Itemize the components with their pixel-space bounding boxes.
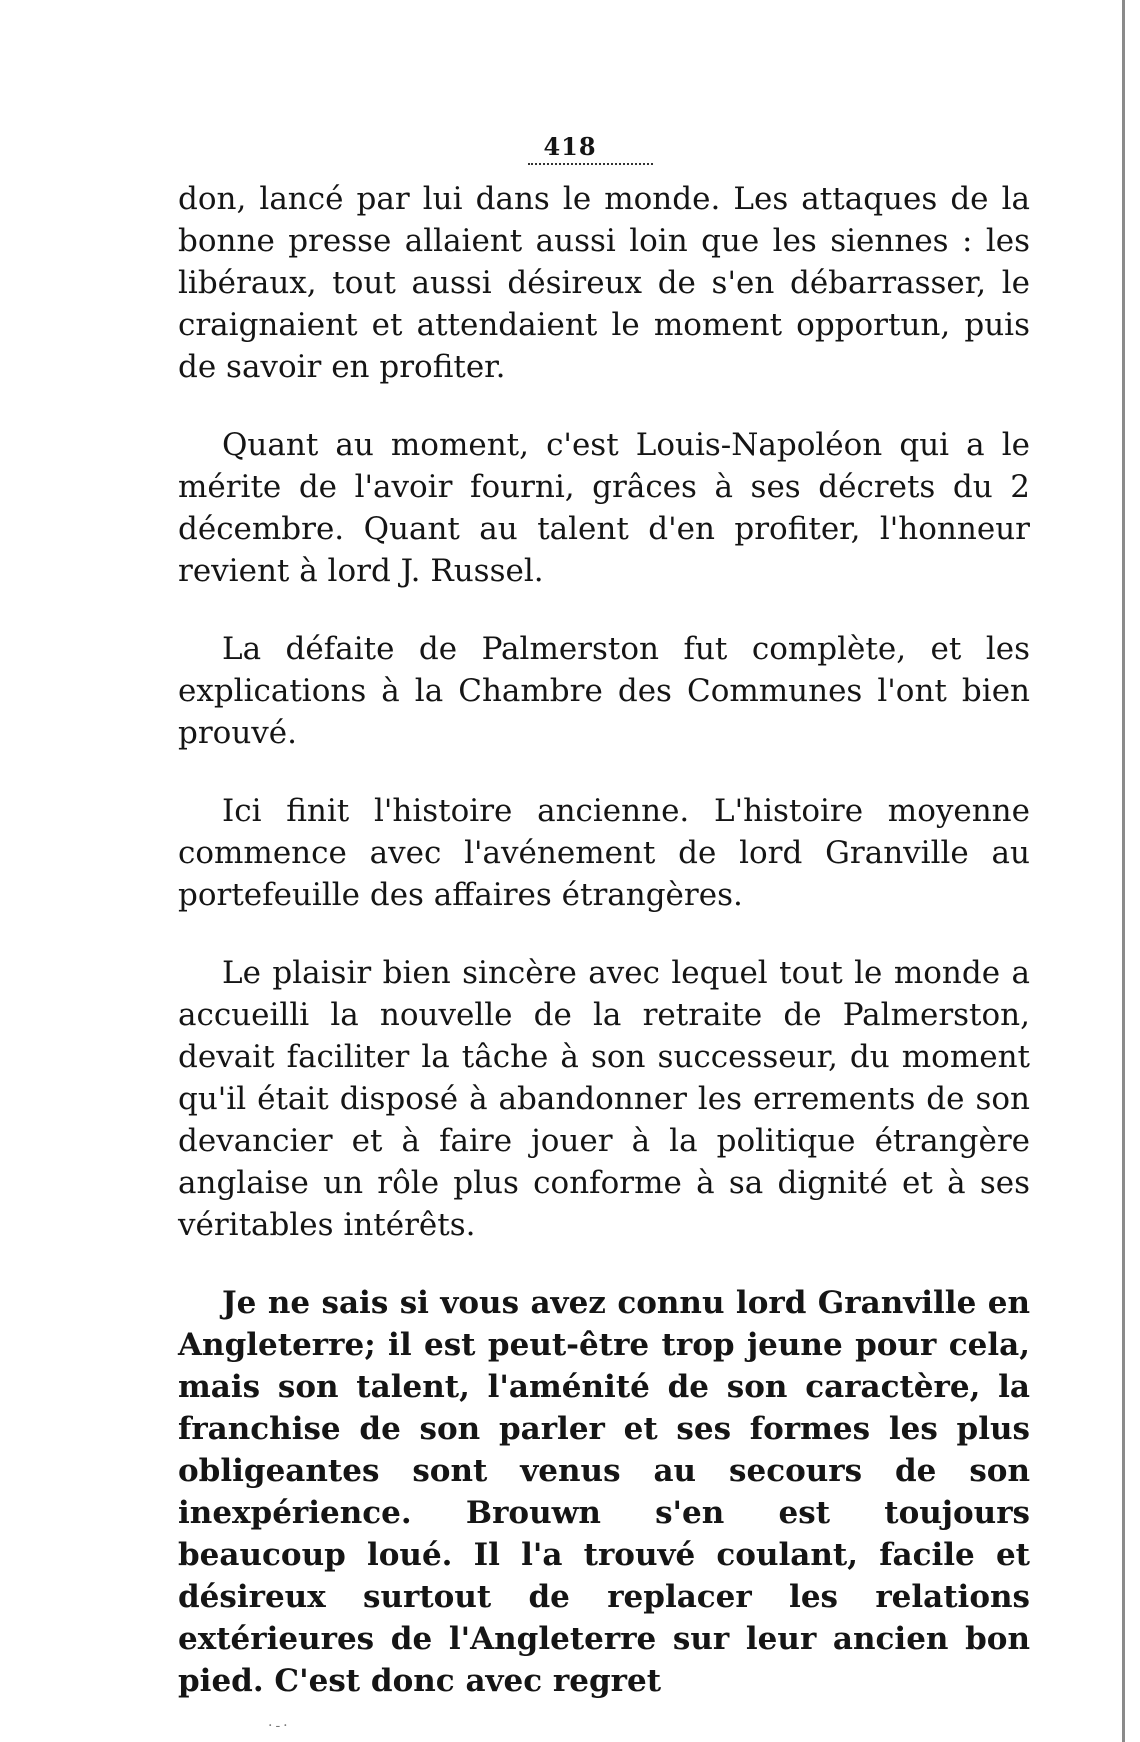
footer-mark: ·-· xyxy=(268,1718,291,1734)
page-number: 418 xyxy=(543,132,597,161)
paragraph: La défaite de Palmerston fut complète, et les explications à la Chambre des Communes l'ont bien prouvé. xyxy=(178,631,1030,751)
body-text xyxy=(178,178,1030,1702)
paragraph: Ici finit l'histoire ancienne. L'histoire moyenne commence avec l'avénement de lord Granville au portefeuille des affaires étrangères. xyxy=(178,793,1030,913)
paragraph: Je ne sais si vous avez connu lord Granville en Angleterre; il est peut-être trop jeune pour cela, mais son talent, l'aménité de son caractère, la franchise de son parler et ses formes les plus obligeantes sont venus au secours de son inexpérience. Brouwn s'en est toujours beaucoup loué. Il l'a trouvé coulant, facile et désireux surtout de replacer les relations extérieures de l'Angleterre sur leur ancien bon pied. C'est donc avec regret xyxy=(178,1285,1030,1699)
page-edge-line xyxy=(1122,0,1125,1742)
paragraph-continuation: don, lancé par lui dans le monde. Les attaques de la bonne presse allaient aussi loin que les siennes : les libéraux, tout aussi désireux de s'en débarrasser, le craignaient et attendaient le moment opportun, puis de savoir en profiter. xyxy=(178,181,1030,385)
header-rule xyxy=(528,163,653,171)
paragraph: Le plaisir bien sincère avec lequel tout le monde a accueilli la nouvelle de la retraite de Palmerston, devait faciliter la tâche à son successeur, du moment qu'il était disposé à abandonner les errements de son devancier et à faire jouer à la politique étrangère anglaise un rôle plus conforme à sa dignité et à ses véritables intérêts. xyxy=(178,955,1030,1243)
paragraph: Quant au moment, c'est Louis-Napoléon qui a le mérite de l'avoir fourni, grâces à ses décrets du 2 décembre. Quant au talent d'en profiter, l'honneur revient à lord J. Russel. xyxy=(178,427,1030,589)
